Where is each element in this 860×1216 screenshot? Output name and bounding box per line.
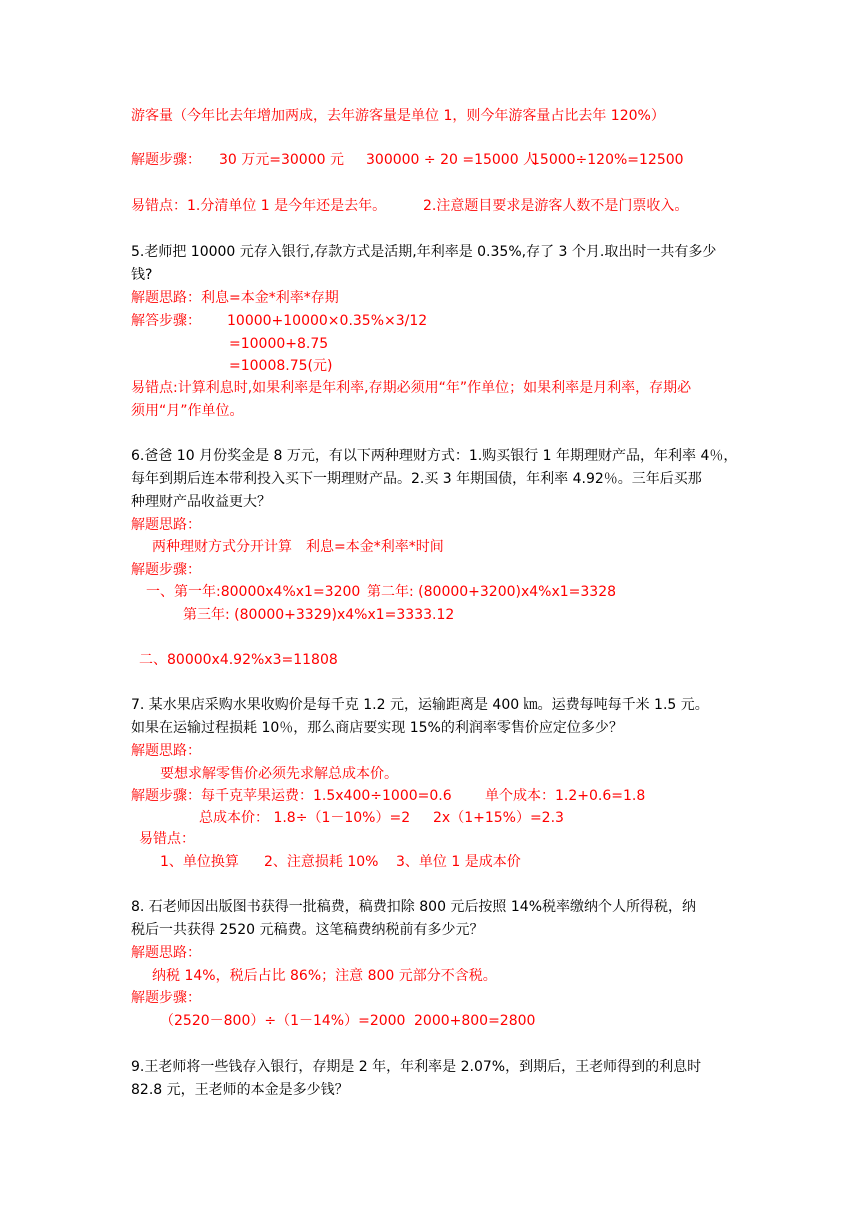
q6-line-3: 种理财产品收益更大？ (131, 494, 271, 510)
q6-steps-label: 解题步骤： (131, 562, 201, 578)
q6-step-3: 二、80000x4.92%x3=11808 (139, 652, 338, 668)
q5-step-2: =10000+8.75 (229, 336, 329, 352)
intro-step-a: 30 万元=30000 元 (219, 152, 344, 168)
intro-error-b: 2.注意题目要求是游客人数不是门票收入。 (423, 198, 689, 214)
q6-line-2: 每年到期后连本带利投入买下一期理财产品。2.买 3 年期国债，年利率 4.92％。三年后买那 (131, 471, 702, 487)
q9-line-1: 9.王老师将一些钱存入银行，存期是 2 年，年利率是 2.07%，到期后，王老师得到的利息时 (131, 1059, 702, 1075)
q6-step-1a: 一、第一年:80000x4%x1=3200 (146, 584, 361, 600)
q8-line-1: 8. 石老师因出版图书获得一批稿费，稿费扣除 800 元后按照 14%税率缴纳个人所得税，纳 (131, 899, 696, 915)
q7-line-2: 如果在运输过程损耗 10％，那么商店要实现 15%的利润率零售价应定位多少？ (131, 720, 623, 736)
q6-line-1: 6.爸爸 10 月份奖金是 8 万元，有以下两种理财方式：1.购买银行 1 年期理财产品，年利率 4％， (131, 448, 738, 464)
q8-idea-label: 解题思路： (131, 945, 201, 961)
q8-idea: 纳税 14%，税后占比 86%；注意 800 元部分不含税。 (152, 968, 497, 984)
intro-step-c: 15000÷120%=12500 (531, 152, 684, 168)
q5-line-2: 钱? (131, 267, 153, 283)
q7-idea: 要想求解零售价必须先求解总成本价。 (160, 766, 398, 782)
q5-step-3: =10008.75(元) (229, 358, 333, 374)
q7-steps-b: 单个成本：1.2+0.6=1.8 (485, 788, 646, 804)
q7-error-a: 1、单位换算 (160, 854, 239, 870)
q7-total-b: 2x（1+15%）=2.3 (433, 810, 564, 826)
q5-error-1: 易错点:计算利息时,如果利率是年利率,存期必须用“年”作单位；如果利率是月利率，存期必 (131, 380, 692, 396)
intro-line-1: 游客量（今年比去年增加两成，去年游客量是单位 1，则今年游客量占比去年 120%） (131, 108, 665, 124)
q8-line-2: 税后一共获得 2520 元稿费。这笔稿费纳税前有多少元？ (131, 922, 484, 938)
q7-idea-label: 解题思路： (131, 743, 201, 759)
q7-error-c: 3、单位 1 是成本价 (396, 854, 521, 870)
q7-total-a: 总成本价： 1.8÷（1－10%）=2 (199, 810, 411, 826)
q9-line-2: 82.8 元，王老师的本金是多少钱？ (131, 1082, 349, 1098)
q7-error-b: 2、注意损耗 10% (264, 854, 379, 870)
q8-step-1b: 2000+800=2800 (414, 1013, 536, 1029)
q7-steps-a: 解题步骤：每千克苹果运费：1.5x400÷1000=0.6 (131, 788, 452, 804)
q7-line-1: 7. 某水果店采购水果收购价是每千克 1.2 元，运输距离是 400 ㎞。运费每吨每千米 1.5 元。 (131, 697, 709, 713)
intro-error-a: 易错点：1.分清单位 1 是今年还是去年。 (131, 198, 387, 214)
q8-step-1a: （2520－800）÷（1－14%）=2000 (160, 1013, 406, 1029)
q5-steps-label: 解答步骤： (131, 313, 201, 329)
q6-step-1b: 第二年: (80000+3200)x4%x1=3328 (367, 584, 617, 600)
q6-idea-label: 解题思路： (131, 517, 201, 533)
q7-error-label: 易错点： (139, 831, 195, 847)
q6-step-2: 第三年: (80000+3329)x4%x1=3333.12 (183, 607, 455, 623)
q5-idea: 解题思路：利息=本金*利率*存期 (131, 290, 339, 306)
intro-steps-label: 解题步骤： (131, 152, 201, 168)
q5-line-1: 5.老师把 10000 元存入银行,存款方式是活期,年利率是 0.35%,存了 3 个月.取出时一共有多少 (131, 244, 717, 260)
q5-step-1: 10000+10000×0.35%×3/12 (227, 313, 428, 329)
intro-step-b: 300000 ÷ 20 =15000 人 (366, 152, 538, 168)
q5-error-2: 须用“月”作单位。 (131, 403, 244, 419)
q6-idea: 两种理财方式分开计算 利息=本金*利率*时间 (152, 539, 444, 555)
q8-steps-label: 解题步骤： (131, 990, 201, 1006)
